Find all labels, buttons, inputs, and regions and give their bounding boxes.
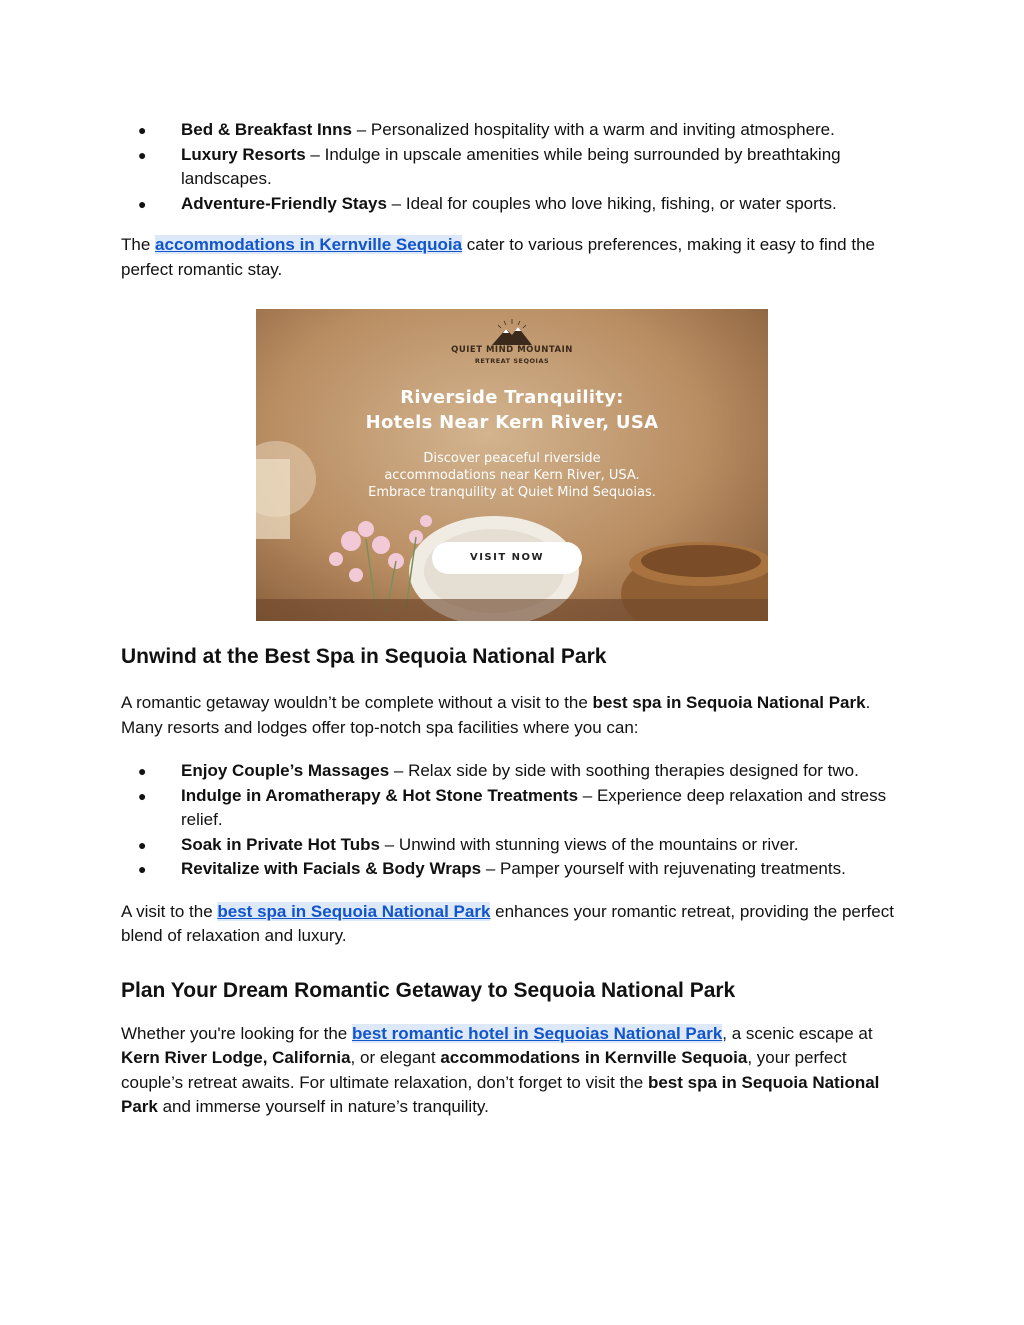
list-item-title: Luxury Resorts <box>181 144 306 164</box>
list-item-title: Soak in Private Hot Tubs <box>181 834 381 854</box>
bullet-icon: ● <box>138 146 147 163</box>
banner-title <box>256 385 768 435</box>
promo-banner[interactable] <box>256 309 768 621</box>
spa-outro-paragraph <box>121 900 901 949</box>
paragraph-text: and immerse yourself in nature’s tranquility. <box>157 1097 489 1116</box>
list-item <box>121 857 901 882</box>
banner-title-line: Hotels Near Kern River, USA <box>365 412 659 433</box>
list-item <box>121 833 901 858</box>
paragraph-bold: accommodations in Kernville Sequoia <box>440 1048 748 1067</box>
paragraph-bold: best spa in Sequoia National Park <box>121 1072 880 1116</box>
paragraph-text: The <box>121 235 156 254</box>
paragraph-text: , your perfect couple’s retreat awaits. For ultimate relaxation, don’t forget to visit the <box>121 1048 847 1092</box>
list-item-title: Bed & Breakfast Inns <box>181 120 352 139</box>
list-item-title: Indulge in Aromatherapy & Hot Stone Treatments <box>181 785 579 805</box>
paragraph-bold: best spa in Sequoia National Park <box>592 693 866 712</box>
paragraph-text: , or elegant <box>350 1048 441 1067</box>
getaway-section-heading: Plan Your Dream Romantic Getaway to Sequoia National Park <box>121 978 736 1002</box>
paragraph-text: A romantic getaway wouldn’t be complete without a visit to the <box>121 693 593 712</box>
bullet-icon: ● <box>138 787 147 804</box>
bullet-icon: ● <box>138 836 147 853</box>
list-item-title: Adventure-Friendly Stays <box>181 193 387 213</box>
bullet-icon: ● <box>138 861 147 877</box>
best-romantic-hotel-link[interactable]: best romantic hotel in Sequoias National Park <box>351 1023 723 1043</box>
list-item-text: – Ideal for couples who love hiking, fishing, or water sports. <box>386 193 837 213</box>
list-item <box>121 192 901 217</box>
paragraph-bold: Kern River Lodge, California <box>121 1048 351 1067</box>
banner-brand-name: QUIET MIND MOUNTAIN <box>451 345 573 355</box>
list-item-text: – Experience deep relaxation and stress relief. <box>181 785 887 829</box>
paragraph-text: . Many resorts and lodges offer top-notch spa facilities where you can: <box>121 693 871 737</box>
spa-intro-paragraph <box>121 691 901 740</box>
list-item <box>121 118 901 143</box>
list-item-text: – Personalized hospitality with a warm and inviting atmosphere. <box>352 120 835 139</box>
accommodations-paragraph <box>121 233 901 282</box>
list-item-text: – Unwind with stunning views of the mountains or river. <box>380 834 799 854</box>
spa-section-heading: Unwind at the Best Spa in Sequoia National Park <box>121 645 607 668</box>
paragraph-text: Whether you're looking for the <box>121 1023 352 1043</box>
list-item-title: Enjoy Couple’s Massages <box>181 761 390 780</box>
list-item <box>121 784 901 833</box>
accommodation-type-list <box>121 118 901 216</box>
paragraph-text: enhances your romantic retreat, providing the perfect blend of relaxation and luxury. <box>121 901 894 945</box>
banner-title-line: Riverside Tranquility: <box>400 387 624 408</box>
banner-description <box>256 450 768 501</box>
bullet-icon: ● <box>138 122 147 138</box>
visit-now-button[interactable]: VISIT NOW <box>432 542 582 574</box>
paragraph-text: cater to various preferences, making it easy to find the perfect romantic stay. <box>121 235 875 279</box>
best-spa-link[interactable]: best spa in Sequoia National Park <box>217 901 491 921</box>
getaway-paragraph <box>121 1022 901 1120</box>
mountain-logo-icon <box>484 317 540 347</box>
paragraph-text: A visit to the <box>121 901 218 921</box>
list-item-text: – Pamper yourself with rejuvenating treatments. <box>481 859 846 878</box>
accommodations-link[interactable]: accommodations in Kernville Sequoia <box>155 235 463 254</box>
list-item-text: – Indulge in upscale amenities while being surrounded by breathtaking landscapes. <box>181 144 841 188</box>
list-item <box>121 759 901 784</box>
paragraph-text: , a scenic escape at <box>722 1023 873 1043</box>
banner-brand-subtitle: RETREAT SEQOIAS <box>474 357 550 365</box>
banner-description-line: accommodations near Kern River, USA. <box>384 468 640 483</box>
banner-description-line: Discover peaceful riverside <box>423 451 601 466</box>
bullet-icon: ● <box>138 195 147 212</box>
list-item <box>121 143 901 192</box>
bullet-icon: ● <box>138 763 147 779</box>
list-item-text: – Relax side by side with soothing therapies designed for two. <box>389 761 859 780</box>
list-item-title: Revitalize with Facials & Body Wraps <box>181 859 482 878</box>
banner-description-line: Embrace tranquility at Quiet Mind Sequoias. <box>368 485 656 500</box>
spa-services-list <box>121 759 901 882</box>
